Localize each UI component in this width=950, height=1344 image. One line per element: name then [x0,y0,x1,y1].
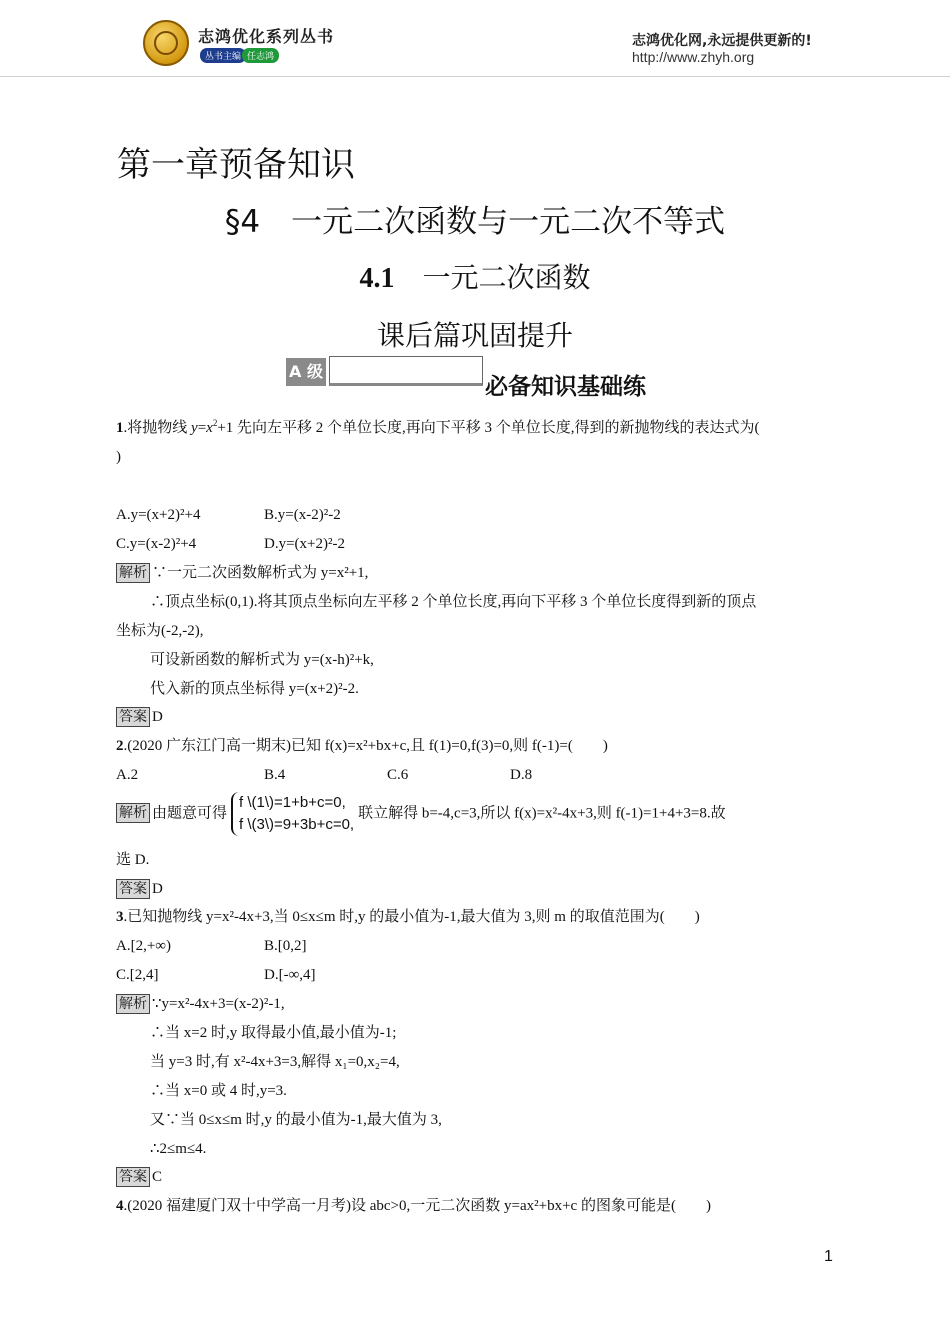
equation-system [231,792,354,836]
editor-name-tag: 任志鸿 [242,48,279,63]
q3-option-d: D.[-∞,4] [264,967,316,983]
q2-analysis: 解析 由题意可得 f \(1\)=1+b+c=0, f \(3\)=9+3b+c=0, 联立解得 b=-4,c=3,所以 f(x)=x²-4x+3,则 f(-1)=1+4+3=8.故 [116,792,726,836]
level-badge: A 级 [286,358,326,386]
brand-title: 志鸿优化系列丛书 [198,27,335,46]
answer-tag: 答案 [116,879,150,899]
q3-option-b: B.[0,2] [264,938,307,954]
q2-analysis-end: 选 D. [116,852,150,868]
analysis-tag: 解析 [116,563,150,583]
q3-analysis-3: 当 y=3 时,有 x²-4x+3=3,解得 x₁=0,x₂=4, [150,1054,400,1070]
subsection-title [0,256,950,296]
q1-analysis-5: 代入新的顶点坐标得 y=(x+2)²-2. [150,681,359,697]
level-box [329,356,483,386]
header-divider [0,76,950,77]
q3-option-c: C.[2,4] [116,967,159,983]
q1-analysis-4: 可设新函数的解析式为 y=(x-h)²+k, [150,652,374,668]
q3-option-a: A.[2,+∞) [116,938,171,954]
q2-option-a: A.2 [116,767,139,783]
chapter-title: 第一章预备知识 [117,145,355,185]
q3-analysis-5: 又∵当 0≤x≤m 时,y 的最小值为-1,最大值为 3, [150,1112,442,1128]
equation-2: f \(3\)=9+3b+c=0, [239,816,355,833]
q1-option-b: B.y=(x-2)²-2 [264,507,341,523]
level-title: 必备知识基础练 [485,374,646,400]
q4-stem: 4.(2020 福建厦门双十中学高一月考)设 abc>0,一元二次函数 y=ax²+bx+c 的图象可能是( ) [116,1198,711,1214]
q1-stem: 1.将抛物线 $y=x^2+1$ 先向左平移 2 个单位长度,再向下平移 3 个单位长度,得到的新抛物线的表达式为( [116,418,760,436]
q2-option-b: B.4 [264,767,286,783]
q2-option-d: D.8 [510,767,533,783]
analysis-tag: 解析 [116,803,150,823]
q3-answer: 答案 C [116,1167,162,1187]
q1-analysis-1: 解析 ∵一元二次函数解析式为 y=x²+1, [116,563,368,583]
q3-analysis-4: ∴当 x=0 或 4 时,y=3. [150,1083,287,1099]
section-title: §4 一元二次函数与一元二次不等式 [224,204,726,240]
q2-stem: 2.(2020 广东江门高一期末)已知 f(x)=x²+bx+c,且 f(1)=0,f(3)=0,则 f(-1)=( ) [116,738,608,754]
subsection-number: 4.1 [359,263,395,294]
q3-analysis-2: ∴当 x=2 时,y 取得最小值,最小值为-1; [150,1025,397,1041]
q1-analysis-2: ∴顶点坐标(0,1).将其顶点坐标向左平移 2 个单位长度,再向下平移 3 个单位长度得到新的顶点 [150,594,757,610]
q1-option-d: D.y=(x+2)²-2 [264,536,345,552]
q1-option-a: A.y=(x+2)²+4 [116,507,201,523]
q3-stem: 3.已知抛物线 y=x²-4x+3,当 0≤x≤m 时,y 的最小值为-1,最大值为 3,则 m 的取值范围为( ) [116,909,700,925]
page-number: 1 [824,1248,833,1265]
q1-stem-end: ) [116,449,121,465]
q1-option-c: C.y=(x-2)²+4 [116,536,197,552]
q3-analysis-6: ∴2≤m≤4. [150,1141,207,1157]
q3-analysis-1: 解析 ∵y=x²-4x+3=(x-2)²-1, [116,994,285,1014]
equation-1: f \(1\)=1+b+c=0, [239,794,346,811]
slogan: 志鸿优化网,永远提供更新的! [632,33,812,49]
analysis-tag: 解析 [116,994,150,1014]
q2-answer: 答案 D [116,879,163,899]
q1-analysis-3: 坐标为(-2,-2), [116,623,204,639]
subsection-name: 一元二次函数 [394,261,591,294]
answer-tag: 答案 [116,1167,150,1187]
practice-title: 课后篇巩固提升 [376,319,573,352]
answer-tag: 答案 [116,707,150,727]
publisher-logo [143,20,189,66]
site-url[interactable]: http://www.zhyh.org [632,49,755,65]
q1-answer: 答案 D [116,707,163,727]
editor-tag: 丛书主编 [200,48,246,63]
q2-option-c: C.6 [387,767,409,783]
